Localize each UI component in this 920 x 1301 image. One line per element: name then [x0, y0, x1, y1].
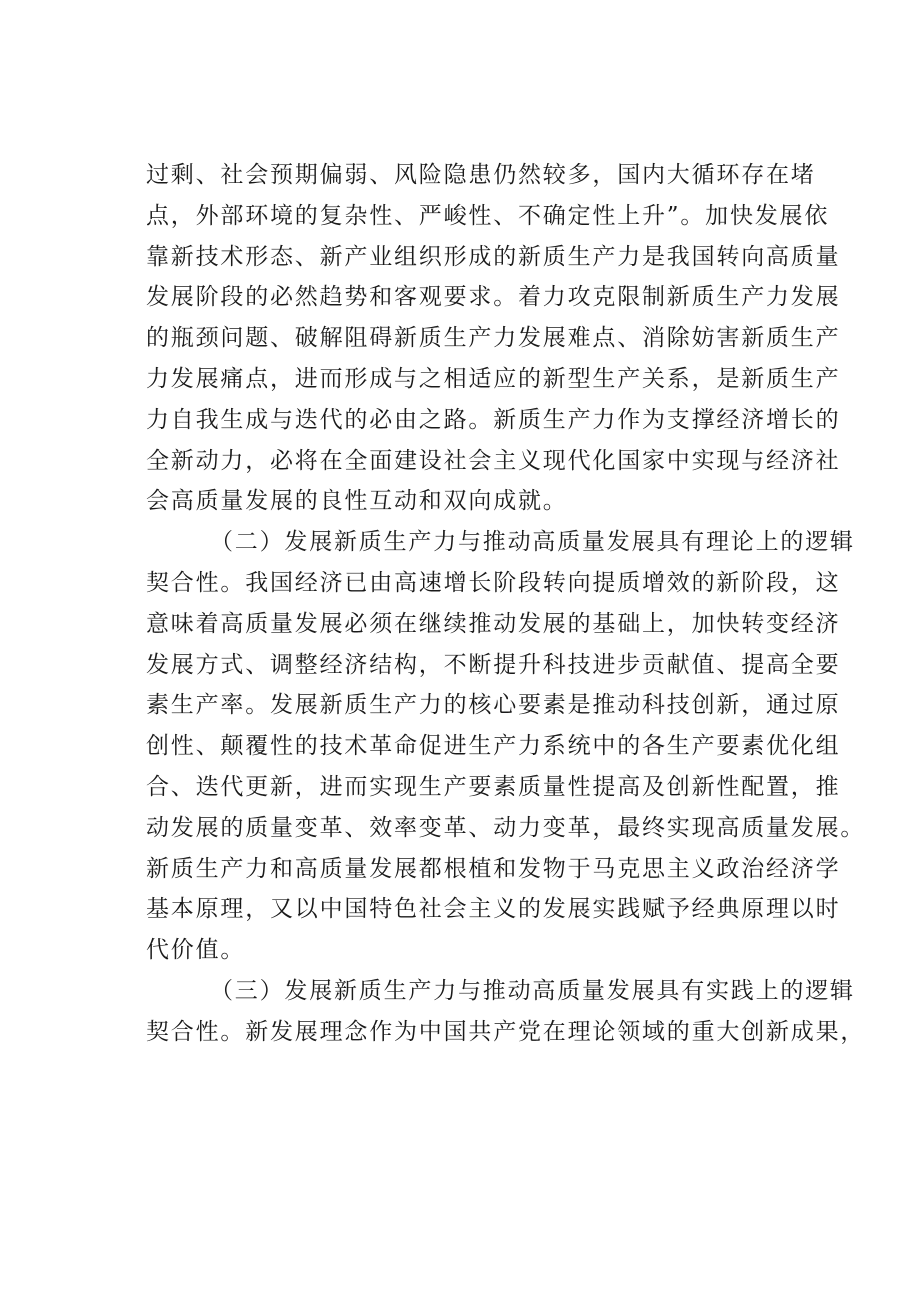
text-line: 基本原理，又以中国特色社会主义的发展实践赋予经典原理以时 [146, 896, 841, 923]
text-line: 合、迭代更新，进而实现生产要素质量性提高及创新性配置，推 [146, 773, 841, 800]
text-line: 创性、颠覆性的技术革命促进生产力系统中的各生产要素优化组 [146, 733, 841, 760]
text-line: 力发展痛点，进而形成与之相适应的新型生产关系，是新质生产 [146, 365, 841, 392]
text-line: 代价值。 [146, 937, 246, 964]
text-line: 契合性。我国经济已由高速增长阶段转向提质增效的新阶段，这 [146, 569, 841, 596]
text-line: 发展方式、调整经济结构，不断提升科技进步贡献值、提高全要 [146, 651, 841, 678]
text-line: 点，外部环境的复杂性、严峻性、不确定性上升”。加快发展依 [146, 202, 830, 229]
section-heading-line: （三）发展新质生产力与推动高质量发展具有实践上的逻辑 [210, 977, 855, 1004]
text-line: 动发展的质量变革、效率变革、动力变革，最终实现高质量发展。 [146, 814, 866, 841]
text-line: 素生产率。发展新质生产力的核心要素是推动科技创新，通过原 [146, 692, 841, 719]
text-line: 的瓶颈问题、破解阻碍新质生产力发展难点、消除妨害新质生产 [146, 325, 841, 352]
body-text [146, 155, 866, 1053]
text-line: 力自我生成与迭代的必由之路。新质生产力作为支撑经济增长的 [146, 406, 841, 433]
text-line: 会高质量发展的良性互动和双向成就。 [146, 488, 568, 515]
text-line: 意味着高质量发展必须在继续推动发展的基础上，加快转变经济 [146, 610, 841, 637]
text-line: 契合性。新发展理念作为中国共产党在理论领域的重大创新成果， [146, 1018, 866, 1045]
text-line: 新质生产力和高质量发展都根植和发物于马克思主义政治经济学 [146, 855, 841, 882]
text-line: 全新动力，必将在全面建设社会主义现代化国家中实现与经济社 [146, 447, 841, 474]
text-line: 靠新技术形态、新产业组织形成的新质生产力是我国转向高质量 [146, 243, 841, 270]
text-line: 发展阶段的必然趋势和客观要求。着力攻克限制新质生产力发展 [146, 284, 841, 311]
text-line: 过剩、社会预期偏弱、风险隐患仍然较多，国内大循环存在堵 [146, 162, 816, 188]
section-heading-line: （二）发展新质生产力与推动高质量发展具有理论上的逻辑 [210, 529, 855, 556]
